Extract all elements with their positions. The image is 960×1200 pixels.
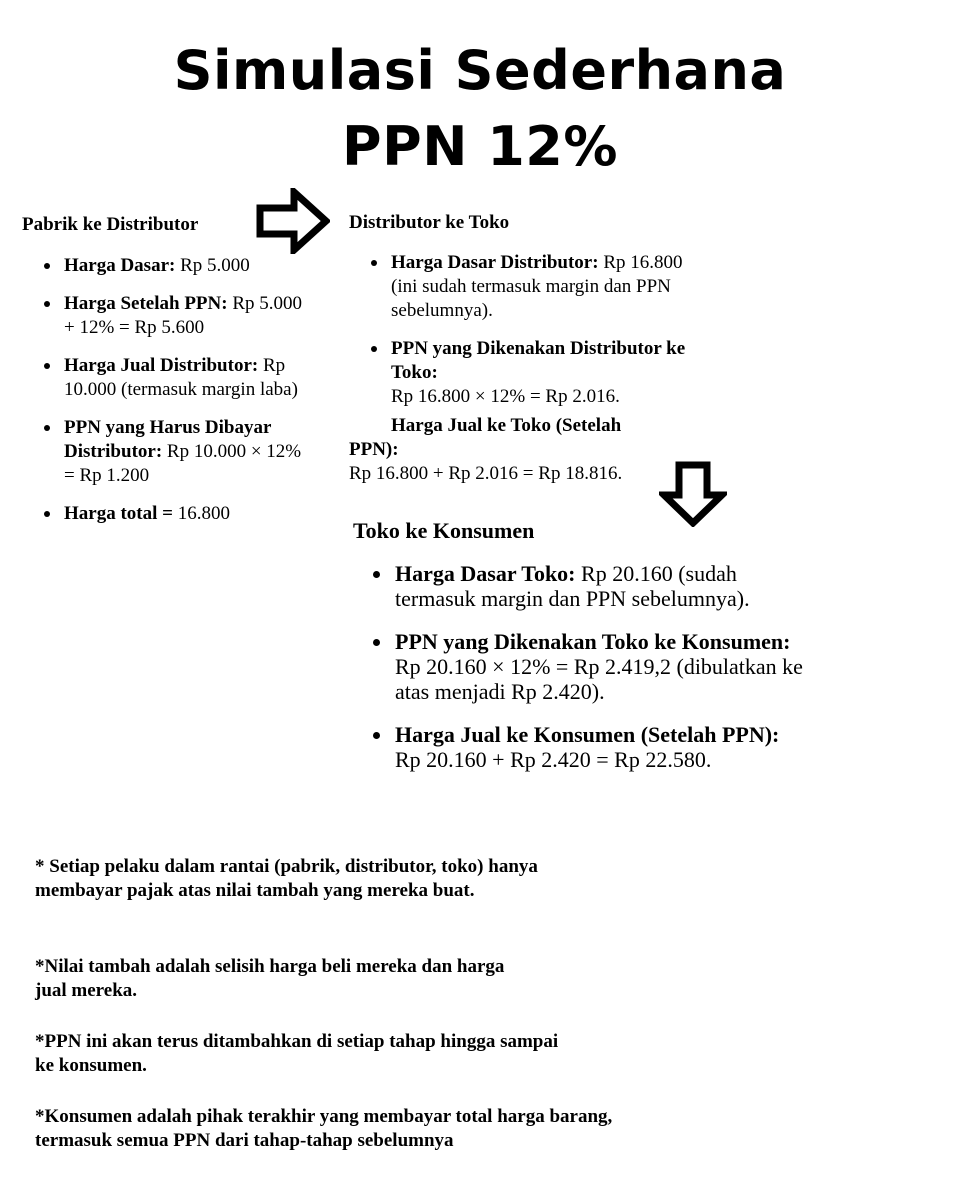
list-item xyxy=(64,292,304,340)
page-title-line-2: PPN 12% xyxy=(342,115,618,178)
section-heading-distributor: Distributor ke Toko xyxy=(349,212,510,233)
page-title-line-1: Simulasi Sederhana xyxy=(173,39,787,102)
item-label: PPN yang Dikenakan Distributor ke Toko: xyxy=(391,338,686,383)
list-item xyxy=(64,416,304,488)
item-label: Harga Dasar Toko: xyxy=(395,561,576,586)
harga-jual-toko-label: Harga Jual ke Toko (Setelah xyxy=(391,415,622,436)
item-label: Harga Dasar: xyxy=(64,255,176,276)
distributor-list xyxy=(391,251,701,423)
list-item xyxy=(64,354,304,402)
list-item xyxy=(395,722,815,772)
note-1: * Setiap pelaku dalam rantai (pabrik, distributor, toko) hanya membayar pajak atas nilai tambah yang mereka buat. xyxy=(35,856,538,901)
list-item xyxy=(64,502,304,526)
note-3: *PPN ini akan terus ditambahkan di setiap tahap hingga sampai ke konsumen. xyxy=(35,1031,559,1076)
right-arrow-outline-icon xyxy=(256,188,330,254)
item-text: Rp 20.160 × 12% = Rp 2.419,2 (dibulatkan ke atas menjadi Rp 2.420). xyxy=(395,654,803,704)
down-arrow-outline-icon xyxy=(659,461,727,527)
list-item xyxy=(391,337,701,409)
item-text: Rp 16.800 × 12% = Rp 2.016. xyxy=(391,386,620,407)
item-label: Harga total = xyxy=(64,503,173,524)
harga-jual-toko-value: Rp 16.800 + Rp 2.016 = Rp 18.816. xyxy=(349,463,623,484)
harga-jual-toko-block xyxy=(349,414,689,486)
item-text: 16.800 xyxy=(172,503,230,524)
item-label: PPN yang Harus Dibayar Distributor: xyxy=(64,417,272,462)
pabrik-list xyxy=(64,254,304,540)
list-item xyxy=(391,251,701,323)
section-heading-toko: Toko ke Konsumen xyxy=(353,518,535,543)
item-label: Harga Jual ke Konsumen (Setelah PPN): xyxy=(395,722,780,747)
note-2: *Nilai tambah adalah selisih harga beli mereka dan harga jual mereka. xyxy=(35,956,505,1001)
item-text: Rp 5.000 xyxy=(175,255,250,276)
list-item xyxy=(64,254,304,278)
item-text: Rp 10.000 (termasuk margin laba) xyxy=(64,355,298,400)
list-item xyxy=(395,629,815,704)
item-text: Rp 16.800 (ini sudah termasuk margin dan PPN sebelumnya). xyxy=(391,252,683,321)
note-4: *Konsumen adalah pihak terakhir yang membayar total harga barang, termasuk semua PPN dari tahap-tahap sebelumnya xyxy=(35,1106,613,1151)
item-text: Rp 20.160 + Rp 2.420 = Rp 22.580. xyxy=(395,747,712,772)
item-text: Rp 10.000 × 12% = Rp 1.200 xyxy=(64,441,302,486)
harga-jual-toko-label-cont: PPN): xyxy=(349,439,399,460)
section-heading-pabrik: Pabrik ke Distributor xyxy=(22,214,199,235)
item-text: Rp 5.000 + 12% = Rp 5.600 xyxy=(64,293,303,338)
list-item xyxy=(395,561,815,611)
item-label: Harga Dasar Distributor: xyxy=(391,252,599,273)
toko-list xyxy=(395,561,815,790)
item-label: Harga Setelah PPN: xyxy=(64,293,228,314)
item-label: PPN yang Dikenakan Toko ke Konsumen: xyxy=(395,629,791,654)
item-label: Harga Jual Distributor: xyxy=(64,355,259,376)
item-text: Rp 20.160 (sudah termasuk margin dan PPN sebelumnya). xyxy=(395,561,750,611)
